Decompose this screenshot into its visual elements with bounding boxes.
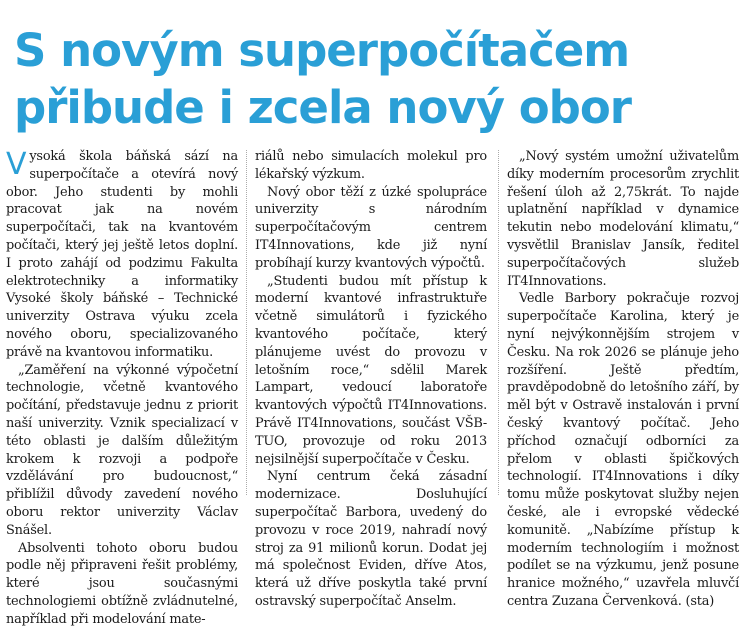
headline-line-2: přibude i zcela nový obor [14,81,631,134]
column-divider [246,150,247,495]
article-column-1 [6,147,238,627]
paragraph: „Nový systém umožní uživatelům díky moderním procesorům zrychlit řešení úloh až 2,75krát. To najde uplatnění například v dynamice tekutin nebo modelování klimatu,“ vysvětlil Branislav Jansík, ředitel superpočítačových služeb IT4Innovations. [507,149,739,289]
paragraph: „Studenti budou mít přístup k moderní kvantové infrastruktuře včetně simulátorů i fyzického kvantového počítače, který plánujeme uvést do provozu v letošním roce,“ sdělil Marek Lampart, vedoucí laboratoře kvantových výpočtů IT4Innovations. Právě IT4Innovations, součást VŠB-TUO, provozuje od roku 2013 nejsilnější superpočítače v Česku. [255,273,487,467]
column-divider [498,150,499,495]
headline-line-1: S novým superpočítačem [14,24,630,77]
paragraph: Nyní centrum čeká zásadní modernizace. Dosluhující superpočítač Barbora, uvedený do provozu v roce 2019, nahradí nový stroj za 91 milionů korun. Dodat jej má společnost Eviden, dříve Atos, která už dříve poskytla také první ostravský superpočítač Anselm. [255,469,487,609]
paragraph: Vedle Barbory pokračuje rozvoj superpočítače Karolina, který je nyní nejvýkonnějším strojem v Česku. Na rok 2026 se plánuje jeho rozšíření. Ještě předtím, pravděpodobně do letošního září, by měl být v Ostravě instalován i první český kvantový počítač. Jeho příchod označují odborníci za přelom v oblasti špičkových technologií. IT4Innovations i díky tomu může poskytovat služby nejen české, ale i evropské vědecké komunitě. „Nabízíme přístup k moderním technologiím i možnost podílet se na výzkumu, jenž posune hranice možného,“ uzavřela mluvčí centra Zuzana Červenková. (sta) [507,291,739,609]
paragraph: riálů nebo simulacích molekul pro lékařský výzkum. [255,149,487,182]
paragraph: „Zaměření na výkonné výpočetní technologie, včetně kvantového počítání, představuje jednu z priorit naší univerzity. Vznik specializací v této oblasti je dalším důležitým krokem k rozvoji a podpoře vzdělávání pro budoucnost,“ přiblížil důvody zavedení nového oboru rektor univerzity Václav Snášel. [6,362,238,538]
drop-cap: V [6,147,27,182]
paragraph-text: ysoká škola báňská sází na superpočítače a otevírá nový obor. Jeho studenti by mohli pracovat jak na novém superpočítači, tak na kvantovém počítači, který jej ještě letos doplní. I proto zahájí od podzimu Fakulta elektrotechniky a informatiky Vysoké školy báňské – Technické univerzity Ostrava výuku zcela nového oboru, specializovaného právě na kvantovou informatiku. [6,149,238,360]
article-column-3 [507,148,739,609]
article-headline [14,22,739,136]
article-column-2 [255,148,487,609]
paragraph [6,148,238,362]
paragraph: Absolventi tohoto oboru budou podle něj připraveni řešit problémy, které jsou současnými technologiemi obtížně zvládnutelné, například při modelování mate- [6,540,238,627]
paragraph: Nový obor těží z úzké spolupráce univerzity s národním superpočítačovým centrem IT4Innovations, kde již nyní probíhají kurzy kvantových výpočtů. [255,184,487,271]
